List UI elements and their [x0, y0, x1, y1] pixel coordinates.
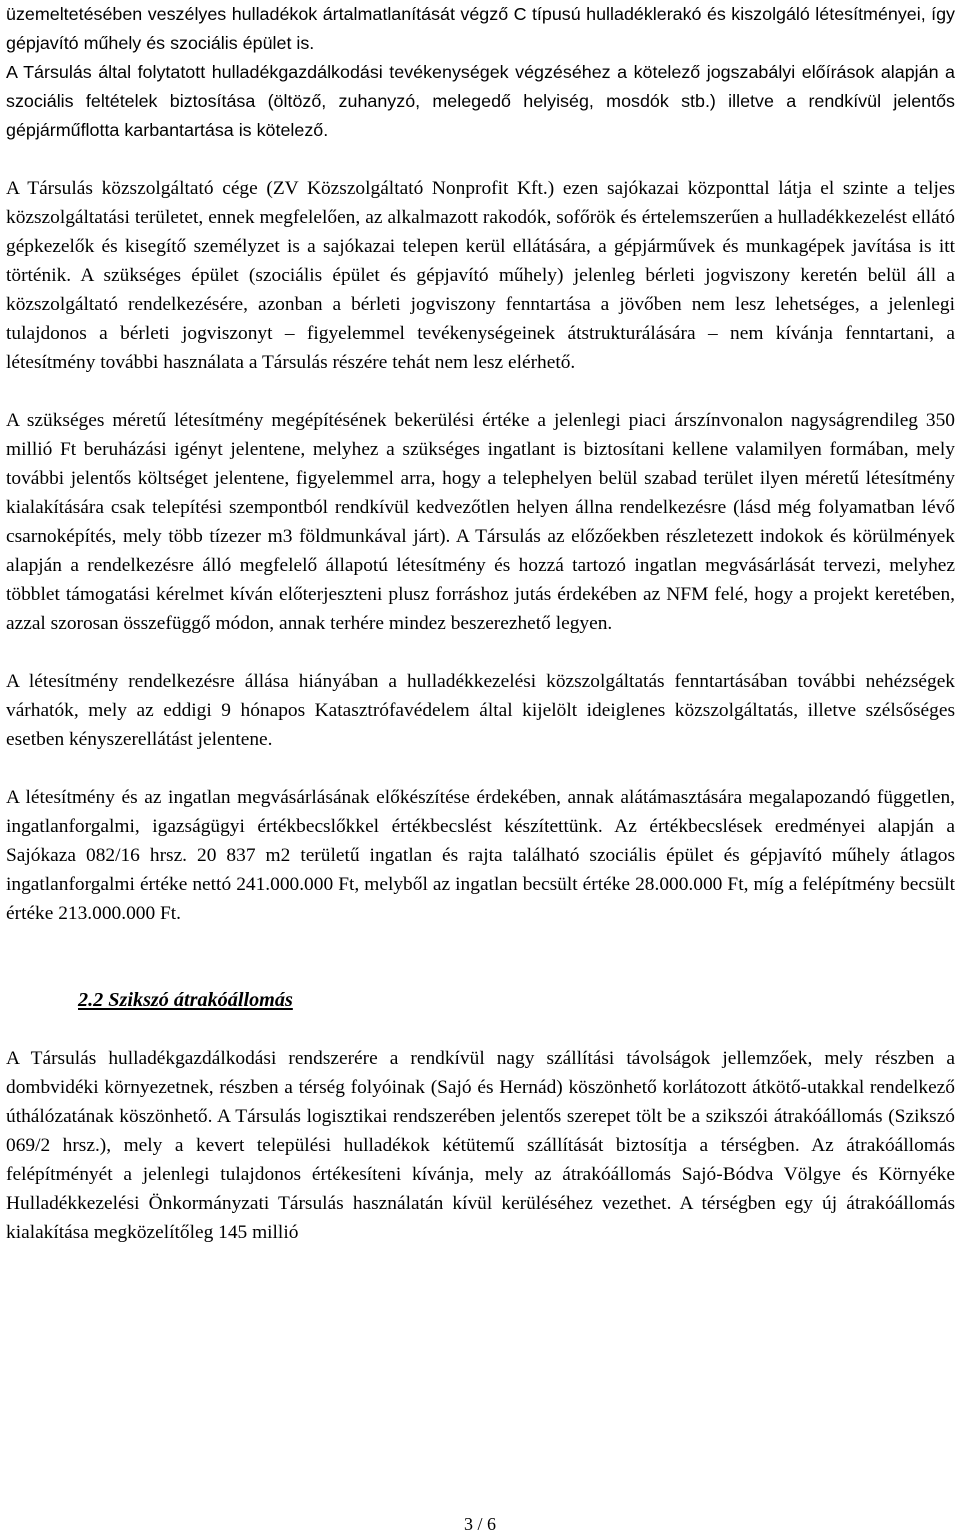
paragraph-spacer: [6, 1015, 955, 1044]
body-paragraph-availability: A létesítmény rendelkezésre állása hiányában a hulladékkezelési közszolgáltatás fenntartásában további nehézségek várhatók, mely az eddigi 9 hónapos Katasztrófavédelem által kijelölt ideiglenes közszolgáltatás, illetve szélsőséges esetben kényszerellátást jelentene.: [6, 671, 955, 750]
section-spacer: [6, 928, 955, 986]
body-paragraph-public-service: A Társulás közszolgáltató cége (ZV Közszolgáltató Nonprofit Kft.) ezen sajókazai központtal látja el szinte a teljes közszolgáltatási területet, ennek megfelelően, az alkalmazott rakodók, sofőrök és értelemszerűen a hulladékkezelést ellátó gépkezelők és kisegítő személyzet is a sajókazai telepen kerül ellátására, a gépjárművek és munkagépek javítása is itt történik. A szükséges épület (szociális épület és gépjavító műhely) jelenleg bérleti jogviszony keretén belül áll a közszolgáltató rendelkezésére, azonban a bérleti jogviszony fenntartása a jövőben nem lesz lehetséges, a jelenlegi tulajdonos a bérleti jogviszonyt – figyelemmel tevékenységeinek átstrukturálására – nem kívánja fenntartani, a létesítmény további használata a Társulás részére tehát nem lesz elérhető.: [6, 178, 955, 373]
body-paragraph-valuation: A létesítmény és az ingatlan megvásárlásának előkészítése érdekében, annak alátámasztására megalapozandó független, ingatlanforgalmi, igazságügyi értékbecslőkkel értékbecslést készítettünk. Az értékbecslések eredményei alapján a Sajókaza 082/16 hrsz. 20 837 m2 területű ingatlan és rajta található szociális épület és gépjavító műhely átlagos ingatlanforgalmi értéke nettó 241.000.000 Ft, melyből az ingatlan becsült értéke 28.000.000 Ft, míg a felépítmény becsült értéke 213.000.000 Ft.: [6, 787, 955, 924]
page-number: 3 / 6: [463, 1514, 496, 1534]
paragraph-spacer: [6, 145, 955, 174]
document-page: [6, 0, 955, 1247]
paragraph-spacer: [6, 377, 955, 406]
body-paragraph-construction-cost: A szükséges méretű létesítmény megépítésének bekerülési értéke a jelenlegi piaci árszínvonalon nagyságrendileg 350 millió Ft beruházási igényt jelentene, melyhez a szükséges ingatlant is biztosítani kellene valamilyen formában, mely további jelentős költséget jelentene, figyelemmel arra, hogy a telephelyen belül szabad terület ilyen méretű létesítmény kialakítására csak telepítési szempontból rendkívül kedvezőtlen helyen állna rendelkezésre (lásd még folyamatban lévő csarnoképítés, mely több tízezer m3 földmunkával járt). A Társulás az előzőekben részletezett indokok és körülmények alapján a rendelkezésre álló megfelelő állapotú létesítmény és hozzá tartozó ingatlan megvásárlását tervezi, melyhez többlet támogatási kérelmet kíván előterjeszteni plusz forráshoz jutás érdekében az NFM felé, hogy a projekt keretében, azzal szorosan összefüggő módon, annak terhére mindez beszerezhető legyen.: [6, 410, 955, 634]
intro-paragraph-1: üzemeltetésében veszélyes hulladékok ártalmatlanítását végző C típusú hulladéklerakó és kiszolgáló létesítményei, így gépjavító műhely és szociális épület is.: [6, 4, 955, 53]
paragraph-spacer: [6, 638, 955, 667]
intro-paragraph-2: A Társulás által folytatott hulladékgazdálkodási tevékenységek végzéséhez a kötelező jogszabályi előírások alapján a szociális feltételek biztosítása (öltöző, zuhanyzó, melegedő helyiség, mosdók stb.) illetve a rendkívül jelentős gépjárműflotta karbantartása is kötelező.: [6, 62, 955, 140]
section-heading: 2.2 Szikszó átrakóállomás: [78, 989, 293, 1011]
section-paragraph: A Társulás hulladékgazdálkodási rendszerére a rendkívül nagy szállítási távolságok jellemzőek, mely részben a dombvidéki környezetnek, részben a térség folyóinak (Sajó és Hernád) köszönhető korlátozott átkötő-utakkal rendelkező úthálózatának köszönhető. A Társulás logisztikai rendszerében jelentős szerepet tölt be a szikszói átrakóállomás (Szikszó 069/2 hrsz.), mely a kevert települési hulladékok kétütemű szállítását biztosítja a térségben. Az átrakóállomás felépítményét a jelenlegi tulajdonos értékesíteni kívánja, mely az átrakóállomás Sajó-Bódva Völgye és Környéke Hulladékkezelési Önkormányzati Társulás használatán kívül kerüléséhez vezethet. A térségben egy új átrakóállomás kialakítása megközelítőleg 145 millió: [6, 1048, 955, 1243]
paragraph-spacer: [6, 754, 955, 783]
